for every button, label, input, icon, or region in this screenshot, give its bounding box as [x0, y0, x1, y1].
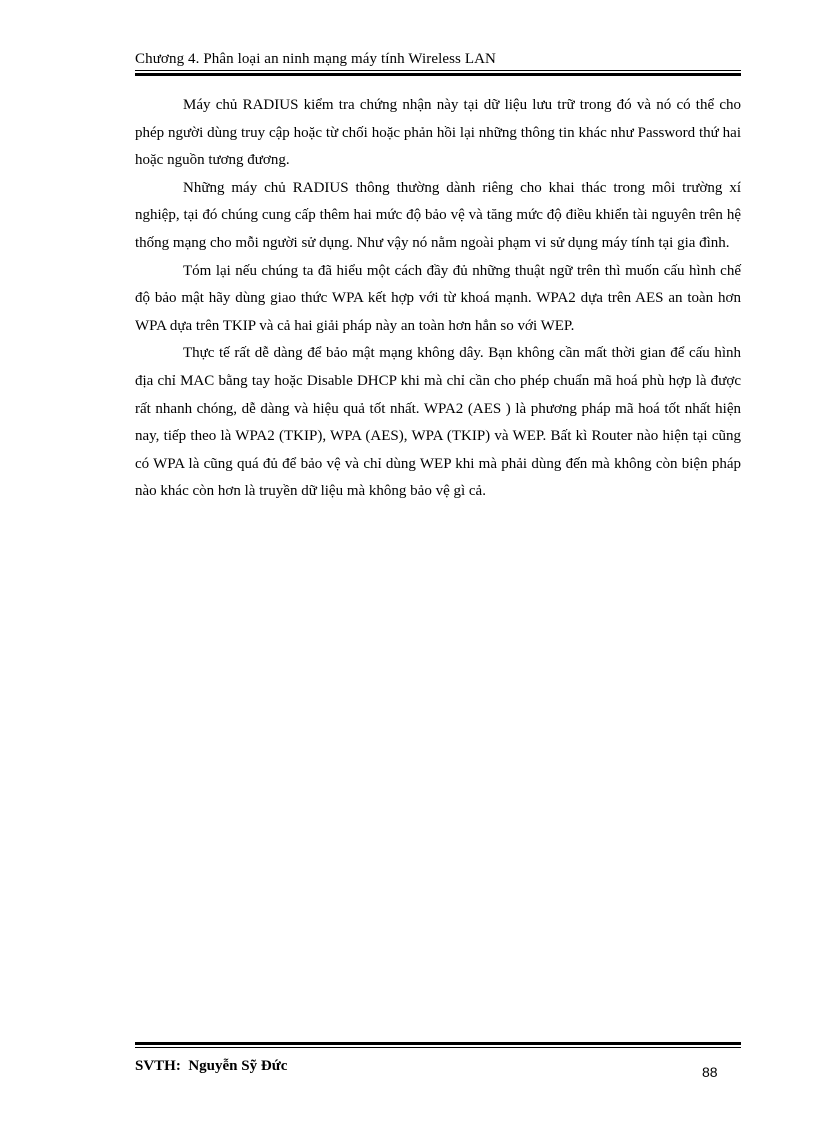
paragraph-radius-enterprise: Những máy chủ RADIUS thông thường dành riêng cho khai thác trong môi trường xí nghiệp, tại đó chúng cung cấp thêm hai mức độ bảo vệ và tăng mức độ điều khiển tài nguyên trên hệ thống mạng cho mỗi người sử dụng. Như vậy nó nằm ngoài phạm vi sử dụng máy tính tại gia đình. [135, 179, 741, 251]
paragraph-summary-wpa: Tóm lại nếu chúng ta đã hiểu một cách đầy đủ những thuật ngữ trên thì muốn cấu hình chế độ bảo mật hãy dùng giao thức WPA kết hợp với từ khoá mạnh. WPA2 dựa trên AES an toàn hơn WPA dựa trên TKIP và cả hai giải pháp này an toàn hơn hẳn so với WEP. [135, 262, 741, 334]
page-number: 88 [702, 1064, 718, 1080]
paragraph-practical-security: Thực tế rất dễ dàng để bảo mật mạng không dây. Bạn không cần mất thời gian để cấu hình địa chỉ MAC bằng tay hoặc Disable DHCP khi mà chỉ cần cho phép chuẩn mã hoá phù hợp là được rất nhanh chóng, dễ dàng và hiệu quả tốt nhất. WPA2 (AES ) là phương pháp mã hoá tốt nhất hiện nay, tiếp theo là WPA2 (TKIP), WPA (AES), WPA (TKIP) và WEP. Bất kì Router nào hiện tại cũng có WPA là cũng quá đủ để bảo vệ và chỉ dùng WEP khi mà phải dùng đến mà không còn biện pháp nào khác còn hơn là truyền dữ liệu mà không bảo vệ gì cả. [135, 345, 741, 500]
header-divider [135, 70, 741, 76]
document-body [135, 92, 741, 506]
footer-author: SVTH: Nguyễn Sỹ Đức [135, 1058, 288, 1074]
page-header-chapter-title: Chương 4. Phân loại an ninh mạng máy tính Wireless LAN [135, 51, 496, 67]
paragraph-radius-verification: Máy chủ RADIUS kiểm tra chứng nhận này tại dữ liệu lưu trữ trong đó và nó có thể cho phép người dùng truy cập hoặc từ chối hoặc phản hồi lại những thông tin khác như Password thứ hai hoặc nguồn tương đương. [135, 97, 741, 169]
footer-divider [135, 1042, 741, 1048]
